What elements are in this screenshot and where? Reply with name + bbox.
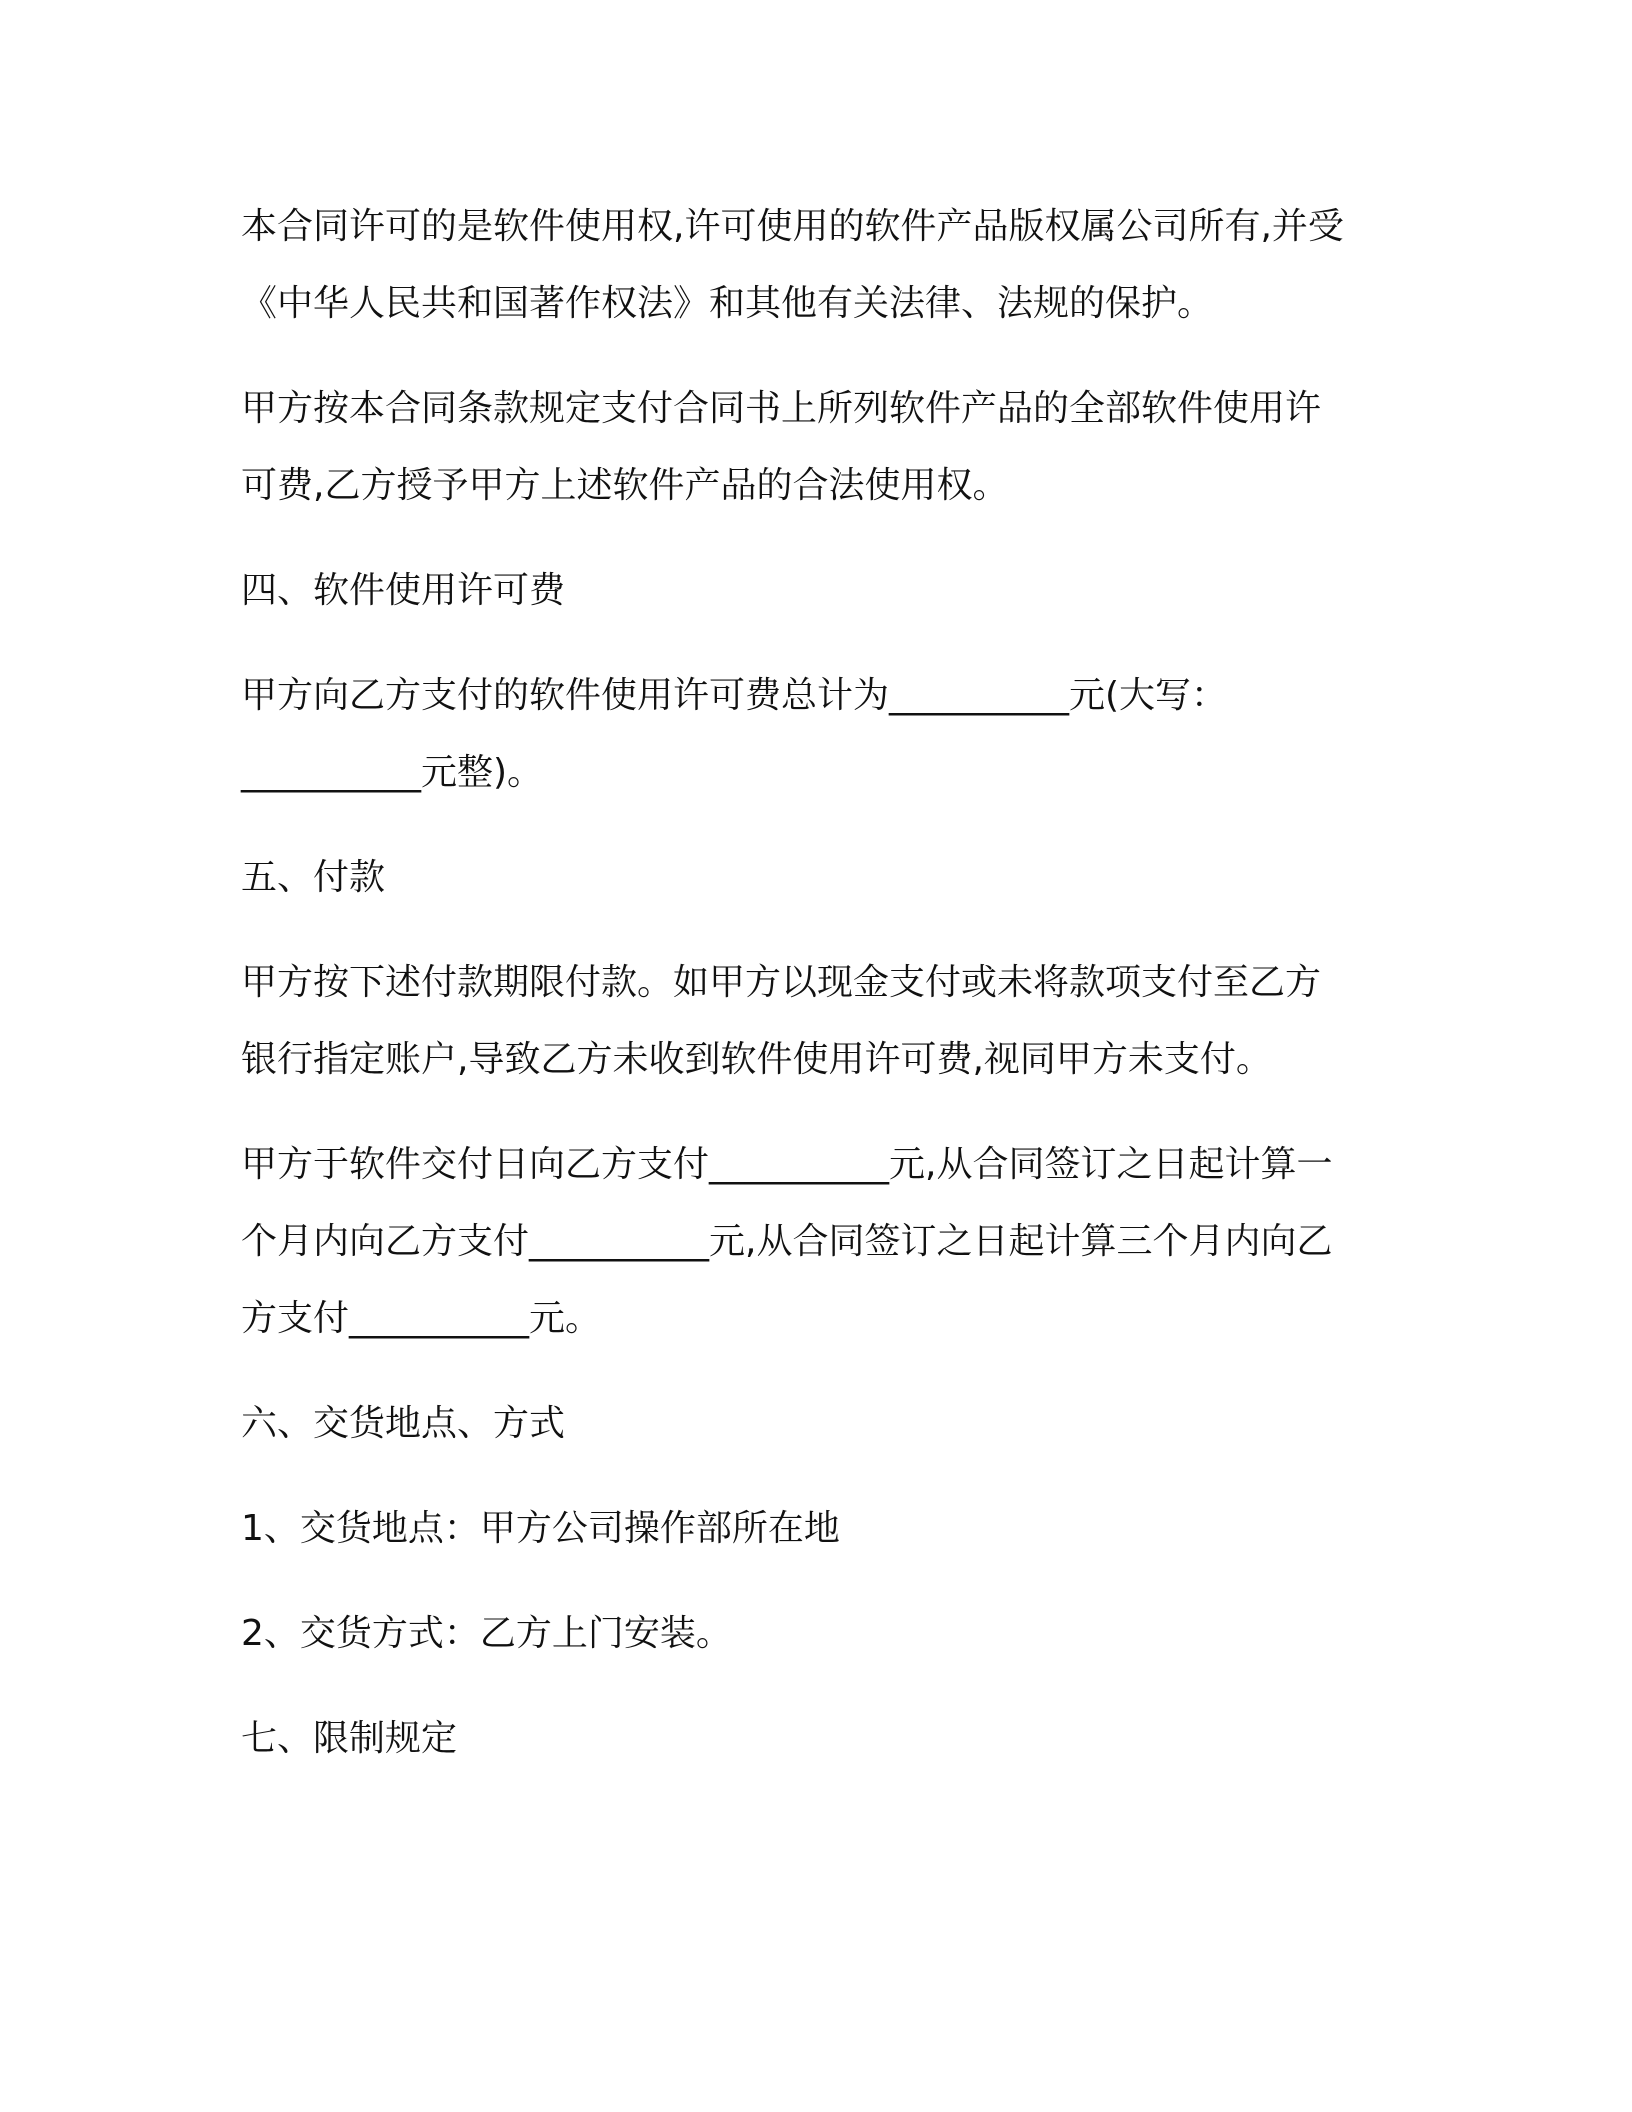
text-line: __________元整)。 — [241, 752, 544, 793]
paragraph-payment-terms — [241, 944, 1401, 1098]
text-line: 甲方按本合同条款规定支付合同书上所列软件产品的全部软件使用许 — [241, 388, 1322, 429]
text-line: 甲方按下述付款期限付款。如甲方以现金支付或未将款项支付至乙方 — [241, 962, 1322, 1003]
heading-text: 四、软件使用许可费 — [241, 570, 566, 611]
paragraph-fee-total — [241, 657, 1401, 811]
text-line: 1、交货地点：甲方公司操作部所在地 — [241, 1508, 840, 1549]
text-line: 2、交货方式：乙方上门安装。 — [241, 1613, 732, 1654]
section-heading-delivery — [241, 1385, 1401, 1462]
text-line: 《中华人民共和国著作权法》和其他有关法律、法规的保护。 — [241, 283, 1214, 324]
document-body — [241, 188, 1401, 1805]
text-line: 可费,乙方授予甲方上述软件产品的合法使用权。 — [241, 465, 1009, 506]
list-item-delivery-location — [241, 1490, 1401, 1567]
text-line: 方支付__________元。 — [241, 1298, 602, 1339]
text-line: 甲方向乙方支付的软件使用许可费总计为__________元(大写： — [241, 675, 1228, 716]
text-line: 本合同许可的是软件使用权,许可使用的软件产品版权属公司所有,并受 — [241, 206, 1344, 247]
text-line: 银行指定账户,导致乙方未收到软件使用许可费,视同甲方未支付。 — [241, 1039, 1272, 1080]
heading-text: 七、限制规定 — [241, 1718, 458, 1759]
heading-text: 五、付款 — [241, 857, 386, 898]
heading-text: 六、交货地点、方式 — [241, 1403, 566, 1444]
section-heading-license-fee — [241, 552, 1401, 629]
paragraph-license-scope — [241, 188, 1401, 342]
text-line: 个月内向乙方支付__________元,从合同签订之日起计算三个月内向乙 — [241, 1221, 1333, 1262]
section-heading-restrictions — [241, 1700, 1401, 1777]
text-line: 甲方于软件交付日向乙方支付__________元,从合同签订之日起计算一 — [241, 1144, 1333, 1185]
paragraph-license-grant — [241, 370, 1401, 524]
list-item-delivery-method — [241, 1595, 1401, 1672]
section-heading-payment — [241, 839, 1401, 916]
paragraph-payment-schedule — [241, 1126, 1401, 1357]
